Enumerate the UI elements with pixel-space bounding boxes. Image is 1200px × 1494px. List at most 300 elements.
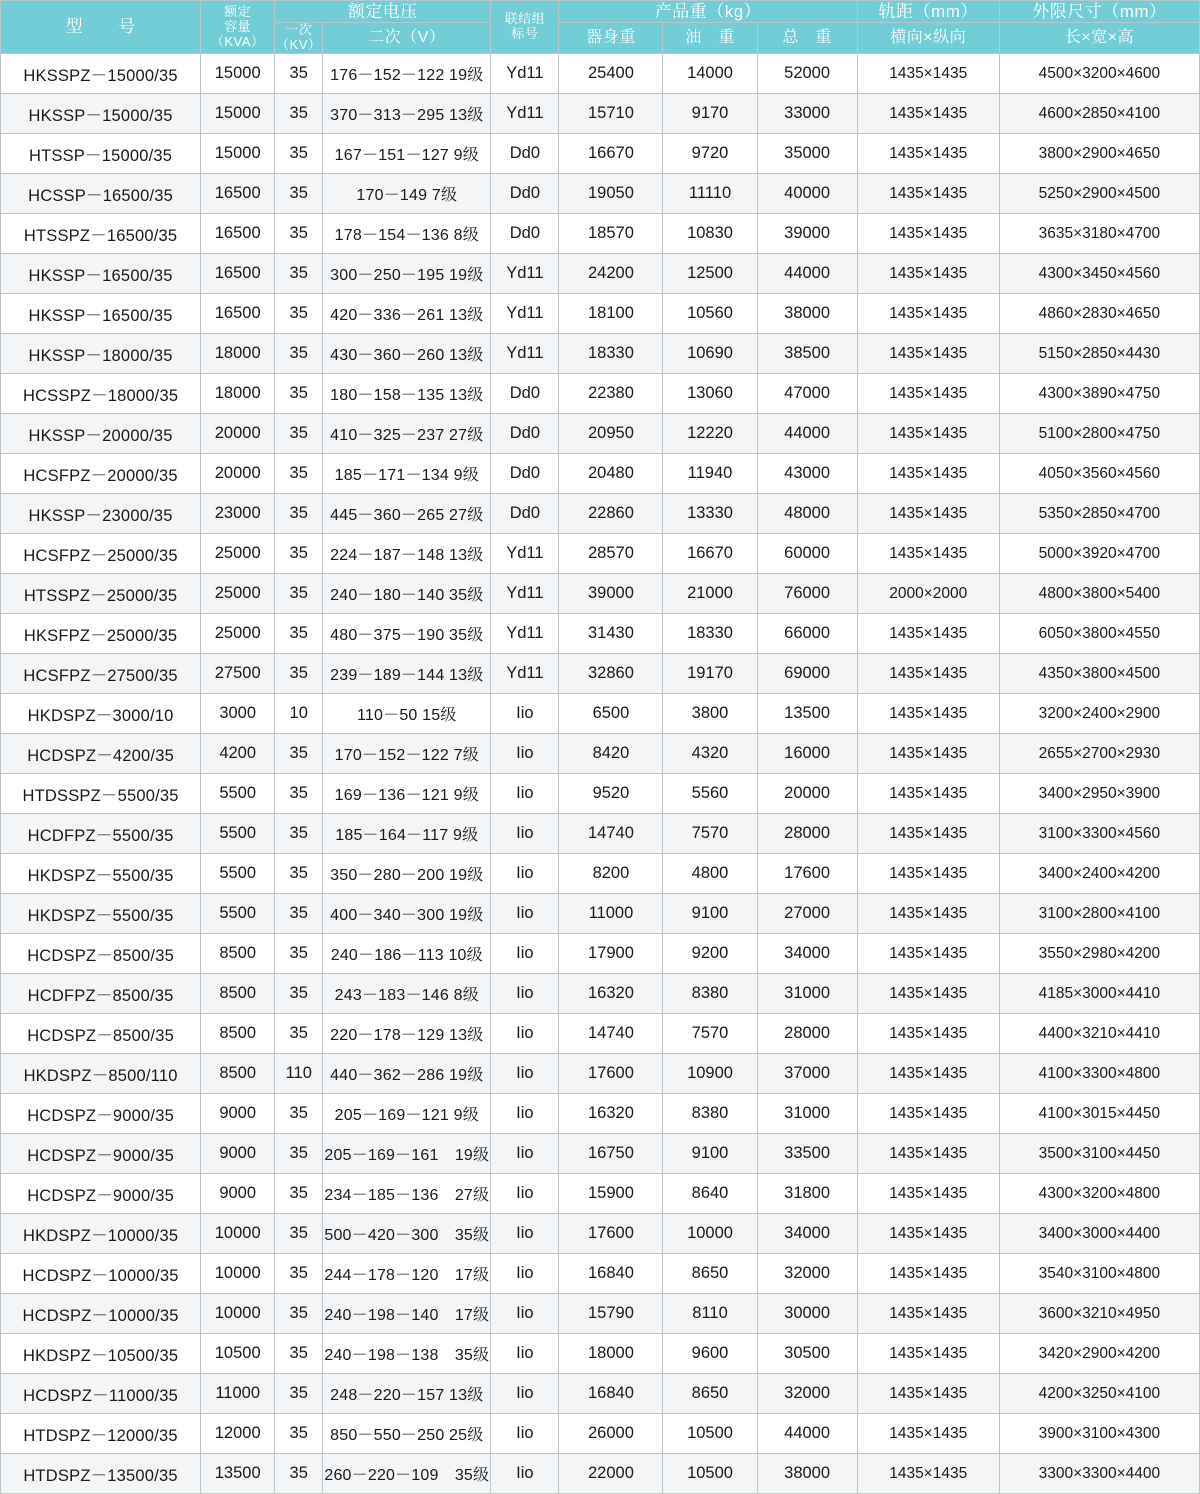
cell-dimension: 3400×3000×4400 bbox=[999, 1214, 1199, 1254]
cell-total-weight: 48000 bbox=[757, 494, 857, 534]
cell-body-weight: 18570 bbox=[559, 214, 663, 254]
cell-model: HCSFPZ－20000/35 bbox=[1, 454, 201, 494]
cell-oil-weight: 21000 bbox=[663, 574, 757, 614]
cell-oil-weight: 12220 bbox=[663, 414, 757, 454]
cell-gauge: 1435×1435 bbox=[857, 1014, 999, 1054]
cell-body-weight: 14740 bbox=[559, 814, 663, 854]
cell-gauge: 1435×1435 bbox=[857, 294, 999, 334]
cell-dimension: 4600×2850×4100 bbox=[999, 94, 1199, 134]
cell-body-weight: 8200 bbox=[559, 854, 663, 894]
cell-model: HCDFPZ－8500/35 bbox=[1, 974, 201, 1014]
cell-dimension: 5350×2850×4700 bbox=[999, 494, 1199, 534]
cell-primary: 35 bbox=[275, 1214, 323, 1254]
cell-group: Iio bbox=[491, 934, 559, 974]
cell-total-weight: 28000 bbox=[757, 814, 857, 854]
cell-secondary: 176－152－122 19级 bbox=[323, 54, 491, 94]
cell-gauge: 1435×1435 bbox=[857, 494, 999, 534]
cell-oil-weight: 14000 bbox=[663, 54, 757, 94]
cell-group: Yd11 bbox=[491, 534, 559, 574]
cell-oil-weight: 10900 bbox=[663, 1054, 757, 1094]
cell-group: Iio bbox=[491, 694, 559, 734]
cell-capacity: 10500 bbox=[201, 1334, 275, 1374]
cell-body-weight: 16840 bbox=[559, 1374, 663, 1414]
cell-model: HKSSP－16500/35 bbox=[1, 254, 201, 294]
cell-model: HKDSPZ－3000/10 bbox=[1, 694, 201, 734]
header-product-weight: 产品重（kg） bbox=[559, 1, 857, 23]
cell-gauge: 1435×1435 bbox=[857, 254, 999, 294]
cell-capacity: 18000 bbox=[201, 374, 275, 414]
cell-group: Yd11 bbox=[491, 254, 559, 294]
cell-body-weight: 22860 bbox=[559, 494, 663, 534]
cell-oil-weight: 19170 bbox=[663, 654, 757, 694]
cell-secondary: 350－280－200 19级 bbox=[323, 854, 491, 894]
cell-total-weight: 31000 bbox=[757, 974, 857, 1014]
cell-body-weight: 9520 bbox=[559, 774, 663, 814]
cell-primary: 35 bbox=[275, 454, 323, 494]
cell-primary: 35 bbox=[275, 134, 323, 174]
cell-capacity: 25000 bbox=[201, 614, 275, 654]
cell-secondary: 500－420－300 35级 bbox=[323, 1214, 491, 1254]
cell-secondary: 110－50 15级 bbox=[323, 694, 491, 734]
table-row bbox=[1, 1294, 1200, 1334]
cell-capacity: 16500 bbox=[201, 294, 275, 334]
cell-body-weight: 25400 bbox=[559, 54, 663, 94]
cell-gauge: 1435×1435 bbox=[857, 54, 999, 94]
cell-dimension: 4200×3250×4100 bbox=[999, 1374, 1199, 1414]
cell-gauge: 1435×1435 bbox=[857, 1214, 999, 1254]
header-oil-weight: 油 重 bbox=[663, 23, 757, 54]
table-row bbox=[1, 654, 1200, 694]
table-row bbox=[1, 1054, 1200, 1094]
cell-model: HCDSPZ－8500/35 bbox=[1, 934, 201, 974]
cell-oil-weight: 16670 bbox=[663, 534, 757, 574]
cell-dimension: 4300×3200×4800 bbox=[999, 1174, 1199, 1214]
cell-secondary: 400－340－300 19级 bbox=[323, 894, 491, 934]
cell-model: HKSSP－18000/35 bbox=[1, 334, 201, 374]
cell-body-weight: 20480 bbox=[559, 454, 663, 494]
cell-dimension: 3800×2900×4650 bbox=[999, 134, 1199, 174]
cell-secondary: 248－220－157 13级 bbox=[323, 1374, 491, 1414]
table-row bbox=[1, 534, 1200, 574]
cell-capacity: 10000 bbox=[201, 1214, 275, 1254]
cell-oil-weight: 7570 bbox=[663, 1014, 757, 1054]
cell-secondary: 167－151－127 9级 bbox=[323, 134, 491, 174]
cell-body-weight: 18100 bbox=[559, 294, 663, 334]
cell-total-weight: 39000 bbox=[757, 214, 857, 254]
cell-gauge: 1435×1435 bbox=[857, 1054, 999, 1094]
cell-capacity: 18000 bbox=[201, 334, 275, 374]
cell-gauge: 1435×1435 bbox=[857, 174, 999, 214]
cell-secondary: 850－550－250 25级 bbox=[323, 1414, 491, 1454]
cell-group: Yd11 bbox=[491, 294, 559, 334]
cell-body-weight: 17600 bbox=[559, 1214, 663, 1254]
cell-body-weight: 16670 bbox=[559, 134, 663, 174]
cell-secondary: 300－250－195 19级 bbox=[323, 254, 491, 294]
cell-dimension: 4300×3890×4750 bbox=[999, 374, 1199, 414]
cell-total-weight: 20000 bbox=[757, 774, 857, 814]
cell-group: Iio bbox=[491, 854, 559, 894]
table-row bbox=[1, 254, 1200, 294]
cell-capacity: 27500 bbox=[201, 654, 275, 694]
cell-group: Dd0 bbox=[491, 494, 559, 534]
cell-total-weight: 34000 bbox=[757, 1214, 857, 1254]
cell-total-weight: 34000 bbox=[757, 934, 857, 974]
cell-oil-weight: 11940 bbox=[663, 454, 757, 494]
cell-secondary: 244－178－120 17级 bbox=[323, 1254, 491, 1294]
cell-gauge: 1435×1435 bbox=[857, 454, 999, 494]
cell-oil-weight: 4800 bbox=[663, 854, 757, 894]
cell-secondary: 410－325－237 27级 bbox=[323, 414, 491, 454]
cell-model: HTDSPZ－12000/35 bbox=[1, 1414, 201, 1454]
cell-gauge: 2000×2000 bbox=[857, 574, 999, 614]
cell-total-weight: 31800 bbox=[757, 1174, 857, 1214]
cell-secondary: 240－198－138 35级 bbox=[323, 1334, 491, 1374]
cell-total-weight: 32000 bbox=[757, 1374, 857, 1414]
cell-dimension: 3400×2400×4200 bbox=[999, 854, 1199, 894]
cell-model: HCSSP－16500/35 bbox=[1, 174, 201, 214]
header-gauge: 轨距（mm） bbox=[857, 1, 999, 23]
cell-group: Iio bbox=[491, 1454, 559, 1494]
cell-primary: 35 bbox=[275, 414, 323, 454]
cell-group: Iio bbox=[491, 1414, 559, 1454]
cell-secondary: 185－171－134 9级 bbox=[323, 454, 491, 494]
cell-gauge: 1435×1435 bbox=[857, 734, 999, 774]
table-row bbox=[1, 1214, 1200, 1254]
header-gauge-sub: 横向×纵向 bbox=[857, 23, 999, 54]
cell-model: HCDSPZ－9000/35 bbox=[1, 1174, 201, 1214]
cell-oil-weight: 13330 bbox=[663, 494, 757, 534]
cell-body-weight: 22380 bbox=[559, 374, 663, 414]
cell-secondary: 480－375－190 35级 bbox=[323, 614, 491, 654]
cell-capacity: 16500 bbox=[201, 214, 275, 254]
cell-model: HTDSSPZ－5500/35 bbox=[1, 774, 201, 814]
cell-total-weight: 38500 bbox=[757, 334, 857, 374]
header-secondary-voltage: 二次（V） bbox=[323, 23, 491, 54]
cell-group: Iio bbox=[491, 814, 559, 854]
cell-capacity: 9000 bbox=[201, 1094, 275, 1134]
header-primary-voltage bbox=[275, 23, 323, 54]
cell-model: HCDSPZ－4200/35 bbox=[1, 734, 201, 774]
cell-oil-weight: 10690 bbox=[663, 334, 757, 374]
table-row bbox=[1, 374, 1200, 414]
cell-dimension: 4800×3800×5400 bbox=[999, 574, 1199, 614]
cell-group: Iio bbox=[491, 894, 559, 934]
cell-capacity: 9000 bbox=[201, 1174, 275, 1214]
header-rated-voltage: 额定电压 bbox=[275, 1, 491, 23]
cell-body-weight: 39000 bbox=[559, 574, 663, 614]
cell-oil-weight: 9720 bbox=[663, 134, 757, 174]
cell-group: Dd0 bbox=[491, 374, 559, 414]
cell-gauge: 1435×1435 bbox=[857, 654, 999, 694]
cell-secondary: 169－136－121 9级 bbox=[323, 774, 491, 814]
header-group-line1: 联结组 bbox=[504, 11, 546, 27]
cell-group: Iio bbox=[491, 974, 559, 1014]
cell-total-weight: 47000 bbox=[757, 374, 857, 414]
header-capacity-line1: 额定 bbox=[224, 3, 252, 19]
cell-total-weight: 76000 bbox=[757, 574, 857, 614]
table-row bbox=[1, 774, 1200, 814]
header-connection-group bbox=[491, 1, 559, 54]
cell-model: HKSSP－23000/35 bbox=[1, 494, 201, 534]
cell-primary: 35 bbox=[275, 294, 323, 334]
cell-model: HKDSPZ－10500/35 bbox=[1, 1334, 201, 1374]
cell-oil-weight: 8650 bbox=[663, 1254, 757, 1294]
cell-primary: 35 bbox=[275, 334, 323, 374]
header-dimension: 外限尺寸（mm） bbox=[999, 1, 1199, 23]
table-row bbox=[1, 1094, 1200, 1134]
table-row bbox=[1, 1414, 1200, 1454]
cell-model: HCDSPZ－9000/35 bbox=[1, 1134, 201, 1174]
table-row bbox=[1, 574, 1200, 614]
cell-dimension: 4050×3560×4560 bbox=[999, 454, 1199, 494]
table-row bbox=[1, 934, 1200, 974]
cell-total-weight: 44000 bbox=[757, 254, 857, 294]
cell-secondary: 440－362－286 19级 bbox=[323, 1054, 491, 1094]
table-row bbox=[1, 734, 1200, 774]
cell-total-weight: 52000 bbox=[757, 54, 857, 94]
cell-oil-weight: 12500 bbox=[663, 254, 757, 294]
cell-gauge: 1435×1435 bbox=[857, 934, 999, 974]
cell-oil-weight: 10830 bbox=[663, 214, 757, 254]
cell-body-weight: 16840 bbox=[559, 1254, 663, 1294]
table-row bbox=[1, 1454, 1200, 1494]
cell-primary: 35 bbox=[275, 1094, 323, 1134]
table-row bbox=[1, 974, 1200, 1014]
table-row bbox=[1, 334, 1200, 374]
cell-secondary: 170－152－122 7级 bbox=[323, 734, 491, 774]
cell-dimension: 4100×3300×4800 bbox=[999, 1054, 1199, 1094]
cell-secondary: 243－183－146 8级 bbox=[323, 974, 491, 1014]
cell-gauge: 1435×1435 bbox=[857, 334, 999, 374]
cell-dimension: 3100×3300×4560 bbox=[999, 814, 1199, 854]
cell-total-weight: 44000 bbox=[757, 414, 857, 454]
table-row bbox=[1, 614, 1200, 654]
cell-capacity: 16500 bbox=[201, 174, 275, 214]
cell-oil-weight: 3800 bbox=[663, 694, 757, 734]
cell-body-weight: 6500 bbox=[559, 694, 663, 734]
cell-primary: 35 bbox=[275, 1134, 323, 1174]
cell-secondary: 430－360－260 13级 bbox=[323, 334, 491, 374]
cell-capacity: 25000 bbox=[201, 534, 275, 574]
cell-secondary: 205－169－161 19级 bbox=[323, 1134, 491, 1174]
cell-total-weight: 69000 bbox=[757, 654, 857, 694]
cell-model: HTSSP－15000/35 bbox=[1, 134, 201, 174]
cell-body-weight: 17600 bbox=[559, 1054, 663, 1094]
cell-body-weight: 24200 bbox=[559, 254, 663, 294]
cell-dimension: 4500×3200×4600 bbox=[999, 54, 1199, 94]
cell-oil-weight: 7570 bbox=[663, 814, 757, 854]
cell-model: HTSSPZ－25000/35 bbox=[1, 574, 201, 614]
cell-total-weight: 28000 bbox=[757, 1014, 857, 1054]
table-row bbox=[1, 214, 1200, 254]
cell-body-weight: 31430 bbox=[559, 614, 663, 654]
cell-primary: 35 bbox=[275, 854, 323, 894]
cell-primary: 35 bbox=[275, 494, 323, 534]
cell-dimension: 3635×3180×4700 bbox=[999, 214, 1199, 254]
cell-total-weight: 60000 bbox=[757, 534, 857, 574]
cell-secondary: 185－164－117 9级 bbox=[323, 814, 491, 854]
cell-oil-weight: 4320 bbox=[663, 734, 757, 774]
cell-group: Yd11 bbox=[491, 334, 559, 374]
cell-capacity: 10000 bbox=[201, 1294, 275, 1334]
cell-body-weight: 22000 bbox=[559, 1454, 663, 1494]
cell-oil-weight: 10000 bbox=[663, 1214, 757, 1254]
cell-body-weight: 15790 bbox=[559, 1294, 663, 1334]
cell-group: Iio bbox=[491, 1254, 559, 1294]
table-row bbox=[1, 1254, 1200, 1294]
cell-oil-weight: 10500 bbox=[663, 1454, 757, 1494]
cell-group: Iio bbox=[491, 774, 559, 814]
cell-total-weight: 66000 bbox=[757, 614, 857, 654]
cell-secondary: 260－220－109 35级 bbox=[323, 1454, 491, 1494]
cell-group: Dd0 bbox=[491, 414, 559, 454]
cell-secondary: 445－360－265 27级 bbox=[323, 494, 491, 534]
cell-group: Iio bbox=[491, 1134, 559, 1174]
cell-model: HCDFPZ－5500/35 bbox=[1, 814, 201, 854]
cell-secondary: 205－169－121 9级 bbox=[323, 1094, 491, 1134]
cell-capacity: 3000 bbox=[201, 694, 275, 734]
cell-primary: 35 bbox=[275, 1174, 323, 1214]
cell-total-weight: 16000 bbox=[757, 734, 857, 774]
cell-total-weight: 32000 bbox=[757, 1254, 857, 1294]
cell-oil-weight: 13060 bbox=[663, 374, 757, 414]
cell-secondary: 240－198－140 17级 bbox=[323, 1294, 491, 1334]
cell-primary: 35 bbox=[275, 974, 323, 1014]
cell-group: Yd11 bbox=[491, 94, 559, 134]
cell-body-weight: 8420 bbox=[559, 734, 663, 774]
cell-capacity: 25000 bbox=[201, 574, 275, 614]
table-row bbox=[1, 854, 1200, 894]
cell-dimension: 3500×3100×4450 bbox=[999, 1134, 1199, 1174]
cell-model: HKSSPZ－15000/35 bbox=[1, 54, 201, 94]
table-row bbox=[1, 894, 1200, 934]
cell-model: HCSSPZ－18000/35 bbox=[1, 374, 201, 414]
cell-gauge: 1435×1435 bbox=[857, 614, 999, 654]
cell-primary: 35 bbox=[275, 774, 323, 814]
cell-group: Yd11 bbox=[491, 654, 559, 694]
cell-body-weight: 14740 bbox=[559, 1014, 663, 1054]
cell-total-weight: 17600 bbox=[757, 854, 857, 894]
cell-dimension: 5100×2800×4750 bbox=[999, 414, 1199, 454]
table-row bbox=[1, 1374, 1200, 1414]
cell-dimension: 3900×3100×4300 bbox=[999, 1414, 1199, 1454]
cell-secondary: 240－186－113 10级 bbox=[323, 934, 491, 974]
cell-secondary: 220－178－129 13级 bbox=[323, 1014, 491, 1054]
cell-primary: 10 bbox=[275, 694, 323, 734]
cell-capacity: 15000 bbox=[201, 54, 275, 94]
cell-gauge: 1435×1435 bbox=[857, 1254, 999, 1294]
cell-model: HCSFPZ－25000/35 bbox=[1, 534, 201, 574]
table-row bbox=[1, 54, 1200, 94]
cell-primary: 35 bbox=[275, 1414, 323, 1454]
cell-primary: 35 bbox=[275, 1454, 323, 1494]
cell-total-weight: 37000 bbox=[757, 1054, 857, 1094]
cell-dimension: 4400×3210×4410 bbox=[999, 1014, 1199, 1054]
cell-total-weight: 30000 bbox=[757, 1294, 857, 1334]
table-row bbox=[1, 94, 1200, 134]
cell-oil-weight: 8640 bbox=[663, 1174, 757, 1214]
header-total-weight: 总 重 bbox=[757, 23, 857, 54]
cell-group: Iio bbox=[491, 1054, 559, 1094]
cell-secondary: 234－185－136 27级 bbox=[323, 1174, 491, 1214]
cell-primary: 35 bbox=[275, 934, 323, 974]
cell-primary: 35 bbox=[275, 94, 323, 134]
cell-model: HKSSP－15000/35 bbox=[1, 94, 201, 134]
cell-model: HKDSPZ－5500/35 bbox=[1, 854, 201, 894]
table-row bbox=[1, 134, 1200, 174]
cell-oil-weight: 9100 bbox=[663, 1134, 757, 1174]
cell-dimension: 3540×3100×4800 bbox=[999, 1254, 1199, 1294]
cell-model: HKDSPZ－5500/35 bbox=[1, 894, 201, 934]
cell-gauge: 1435×1435 bbox=[857, 974, 999, 1014]
cell-primary: 35 bbox=[275, 254, 323, 294]
cell-oil-weight: 8380 bbox=[663, 974, 757, 1014]
cell-oil-weight: 9200 bbox=[663, 934, 757, 974]
cell-total-weight: 33000 bbox=[757, 94, 857, 134]
cell-capacity: 5500 bbox=[201, 814, 275, 854]
cell-gauge: 1435×1435 bbox=[857, 534, 999, 574]
cell-model: HCDSPZ－11000/35 bbox=[1, 1374, 201, 1414]
cell-primary: 35 bbox=[275, 574, 323, 614]
cell-total-weight: 35000 bbox=[757, 134, 857, 174]
cell-gauge: 1435×1435 bbox=[857, 1414, 999, 1454]
table-header bbox=[1, 1, 1200, 54]
cell-model: HCSFPZ－27500/35 bbox=[1, 654, 201, 694]
cell-primary: 35 bbox=[275, 374, 323, 414]
table-row bbox=[1, 414, 1200, 454]
header-model: 型 号 bbox=[1, 1, 201, 54]
cell-body-weight: 20950 bbox=[559, 414, 663, 454]
header-capacity-line2: 容量 bbox=[224, 18, 252, 34]
cell-dimension: 5250×2900×4500 bbox=[999, 174, 1199, 214]
cell-capacity: 13500 bbox=[201, 1454, 275, 1494]
cell-primary: 35 bbox=[275, 174, 323, 214]
cell-gauge: 1435×1435 bbox=[857, 374, 999, 414]
cell-capacity: 4200 bbox=[201, 734, 275, 774]
cell-gauge: 1435×1435 bbox=[857, 1134, 999, 1174]
cell-primary: 35 bbox=[275, 1254, 323, 1294]
cell-model: HCDSPZ－10000/35 bbox=[1, 1294, 201, 1334]
cell-model: HKSSP－20000/35 bbox=[1, 414, 201, 454]
cell-capacity: 12000 bbox=[201, 1414, 275, 1454]
cell-secondary: 224－187－148 13级 bbox=[323, 534, 491, 574]
cell-oil-weight: 9600 bbox=[663, 1334, 757, 1374]
cell-model: HCDSPZ－9000/35 bbox=[1, 1094, 201, 1134]
cell-model: HKDSPZ－8500/110 bbox=[1, 1054, 201, 1094]
cell-secondary: 178－154－136 8级 bbox=[323, 214, 491, 254]
cell-capacity: 8500 bbox=[201, 1014, 275, 1054]
cell-dimension: 4350×3800×4500 bbox=[999, 654, 1199, 694]
cell-gauge: 1435×1435 bbox=[857, 1374, 999, 1414]
table-row bbox=[1, 454, 1200, 494]
cell-primary: 35 bbox=[275, 214, 323, 254]
cell-model: HTDSPZ－13500/35 bbox=[1, 1454, 201, 1494]
cell-gauge: 1435×1435 bbox=[857, 1454, 999, 1494]
cell-secondary: 180－158－135 13级 bbox=[323, 374, 491, 414]
cell-dimension: 3550×2980×4200 bbox=[999, 934, 1199, 974]
cell-capacity: 20000 bbox=[201, 414, 275, 454]
cell-gauge: 1435×1435 bbox=[857, 134, 999, 174]
header-dimension-sub: 长×宽×高 bbox=[999, 23, 1199, 54]
cell-oil-weight: 10560 bbox=[663, 294, 757, 334]
cell-model: HCDSPZ－10000/35 bbox=[1, 1254, 201, 1294]
table-row bbox=[1, 494, 1200, 534]
header-primary-line2: （KV） bbox=[276, 37, 322, 53]
cell-oil-weight: 18330 bbox=[663, 614, 757, 654]
cell-primary: 35 bbox=[275, 1374, 323, 1414]
cell-model: HTSSPZ－16500/35 bbox=[1, 214, 201, 254]
cell-capacity: 20000 bbox=[201, 454, 275, 494]
